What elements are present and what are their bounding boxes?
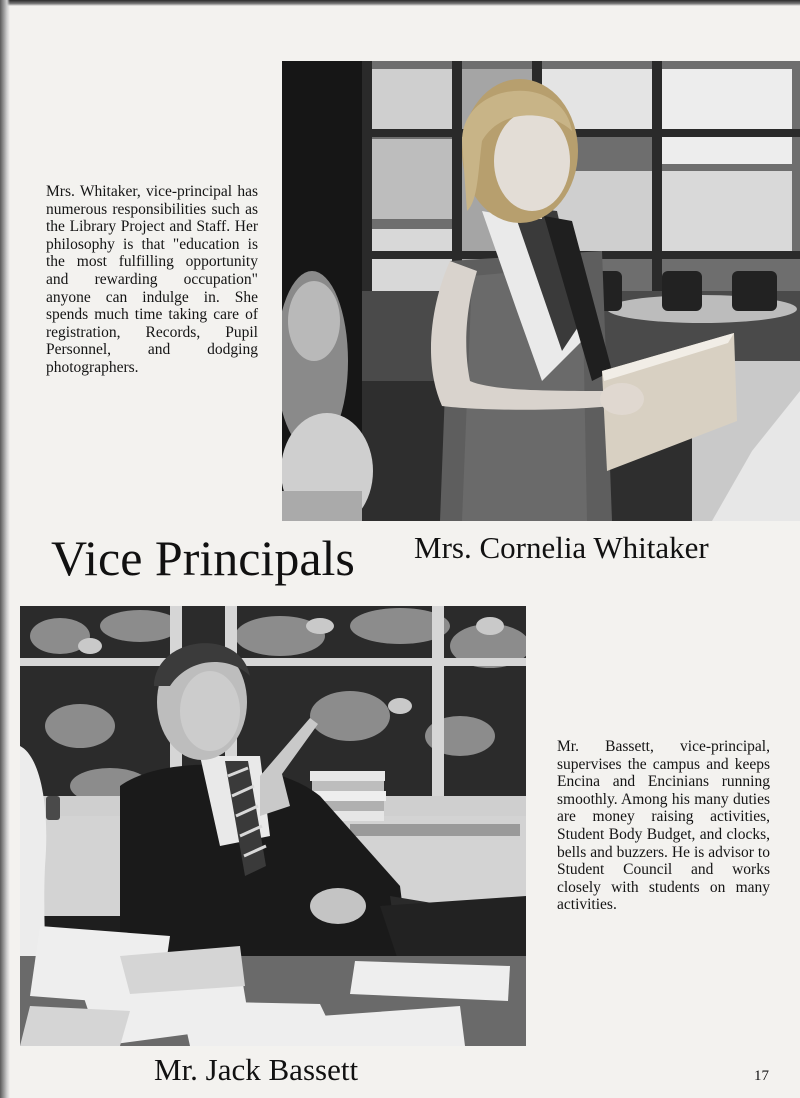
page-top-edge bbox=[0, 0, 800, 6]
whitaker-name: Mrs. Cornelia Whitaker bbox=[414, 530, 709, 565]
whitaker-photo-image bbox=[282, 61, 800, 521]
bassett-caption: Mr. Bassett, vice-principal, supervises the campus and keeps Encina and Encinians running smoothly. Among his many duties are money raising activities, Student Body Budget, and clocks, bells and buzzers. He is advisor to Student Council and works closely with students on many activities. bbox=[557, 738, 770, 914]
page-left-edge bbox=[0, 0, 10, 1098]
page-number: 17 bbox=[754, 1068, 769, 1084]
section-title: Vice Principals bbox=[51, 530, 355, 586]
bassett-name: Mr. Jack Bassett bbox=[154, 1052, 359, 1087]
whitaker-caption: Mrs. Whitaker, vice-principal has numerous responsibilities such as the Library Project and Staff. Her philosophy is that "education is the most fulfilling opportunity and rewarding occupation" anyone can indulge in. She spends much time taking care of registration, Records, Pupil Personnel, and dodging photographers. bbox=[46, 183, 258, 376]
bassett-photo-image bbox=[20, 606, 526, 1046]
bassett-photo bbox=[20, 606, 526, 1046]
whitaker-photo bbox=[282, 61, 800, 521]
